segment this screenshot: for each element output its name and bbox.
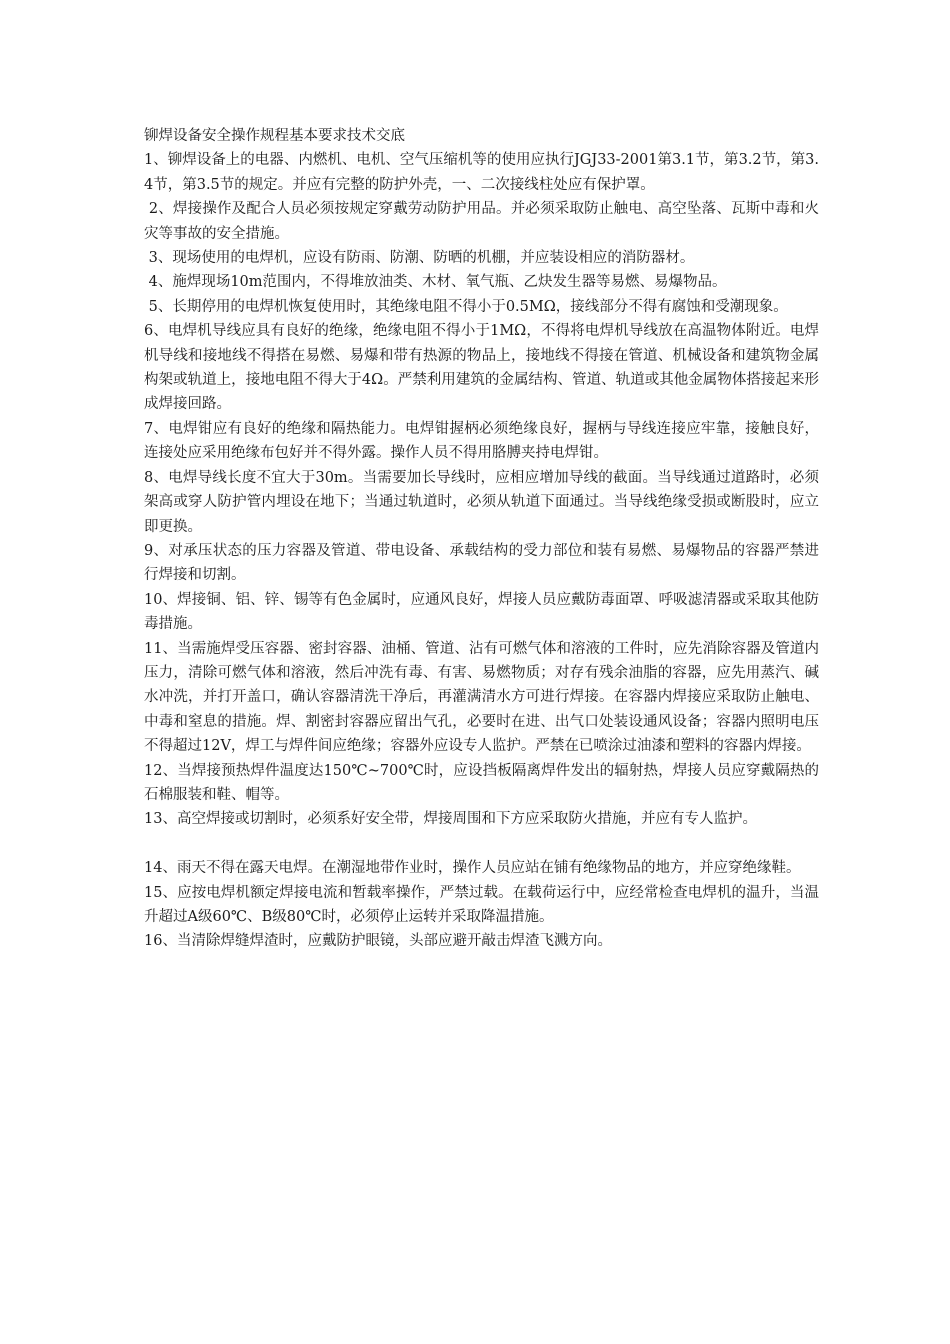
paragraph-10: 10、焊接铜、铝、锌、锡等有色金属时，应通风良好，焊接人员应戴防毒面罩、呼吸滤清器或采取其他防毒措施。 (144, 591, 819, 633)
paragraph-2: 2、焊接操作及配合人员必须按规定穿戴劳动防护用品。并必须采取防止触电、高空坠落、瓦斯中毒和火灾等事故的安全措施。 (144, 201, 820, 242)
paragraph-15: 15、应按电焊机额定焊接电流和暂载率操作，严禁过载。在载荷运行中，应经常检查电焊机的温升，当温升超过A级60℃、B级80℃时，必须停止运转并采取降温措施。 (144, 884, 819, 925)
paragraph-3: 3、现场使用的电焊机，应设有防雨、防潮、防晒的机棚，并应装设相应的消防器材。 (144, 250, 695, 267)
paragraph-8: 8、电焊导线长度不宜大于30m。当需要加长导线时，应相应增加导线的截面。当导线通过道路时，必须架高或穿人防护管内埋设在地下；当通过轨道时，必须从轨道下面通过。当导线绝缘受损或断股时，应立即更换。 (144, 469, 819, 535)
paragraph-12: 12、当焊接预热焊件温度达150℃~700℃时，应设挡板隔离焊件发出的辐射热，焊接人员应穿戴隔热的石棉服装和鞋、帽等。 (144, 762, 819, 803)
paragraph-1: 1、铆焊设备上的电器、内燃机、电机、空气压缩机等的使用应执行JGJ33-2001第3.1节，第3.2节，第3.4节，第3.5节的规定。并应有完整的防护外壳，一、二次接线柱处应有保护罩。 (144, 152, 819, 193)
paragraph-11: 11、当需施焊受压容器、密封容器、油桶、管道、沾有可燃气体和溶液的工件时，应先消除容器及管道内压力，清除可燃气体和溶液，然后冲洗有毒、有害、易燃物质；对存有残余油脂的容器，应先用蒸汽、碱水冲洗，并打开盖口，确认容器清洗干净后，再灌满清水方可进行焊接。在容器内焊接应采取防止触电、中毒和窒息的措施。焊、割密封容器应留出气孔，必要时在进、出气口处装设通风设备；容器内照明电压不得超过12V，焊工与焊件间应绝缘；容器外应设专人监护。严禁在已喷涂过油漆和塑料的容器内焊接。 (144, 640, 819, 755)
document-body (144, 124, 819, 954)
paragraph-13: 13、高空焊接或切割时，必须系好安全带，焊接周围和下方应采取防火措施，并应有专人监护。 (144, 811, 757, 828)
paragraph-6: 6、电焊机导线应具有良好的绝缘，绝缘电阻不得小于1MΩ，不得将电焊机导线放在高温物体附近。电焊机导线和接地线不得搭在易燃、易爆和带有热源的物品上，接地线不得接在管道、机械设备和建筑物金属构架或轨道上，接地电阻不得大于4Ω。严禁利用建筑的金属结构、管道、轨道或其他金属物体搭接起来形成焊接回路。 (144, 323, 819, 413)
paragraph-5: 5、长期停用的电焊机恢复使用时，其绝缘电阻不得小于0.5MΩ，接线部分不得有腐蚀和受潮现象。 (144, 298, 788, 315)
paragraph-7: 7、电焊钳应有良好的绝缘和隔热能力。电焊钳握柄必须绝缘良好，握柄与导线连接应牢靠，接触良好，连接处应采用绝缘布包好并不得外露。操作人员不得用胳膊夹持电焊钳。 (144, 420, 819, 462)
paragraph-4: 4、施焊现场10m范围内，不得堆放油类、木材、氧气瓶、乙炔发生器等易燃、易爆物品。 (144, 274, 727, 291)
blank-line (144, 832, 819, 856)
paragraph-16: 16、当清除焊缝焊渣时，应戴防护眼镜，头部应避开敲击焊渣飞溅方向。 (144, 933, 612, 950)
paragraph-14: 14、雨天不得在露天电焊。在潮湿地带作业时，操作人员应站在铺有绝缘物品的地方，并应穿绝缘鞋。 (144, 860, 801, 877)
document-title: 铆焊设备安全操作规程基本要求技术交底 (144, 128, 405, 144)
paragraph-9: 9、对承压状态的压力容器及管道、带电设备、承载结构的受力部位和装有易燃、易爆物品的容器严禁进行焊接和切割。 (144, 542, 819, 584)
